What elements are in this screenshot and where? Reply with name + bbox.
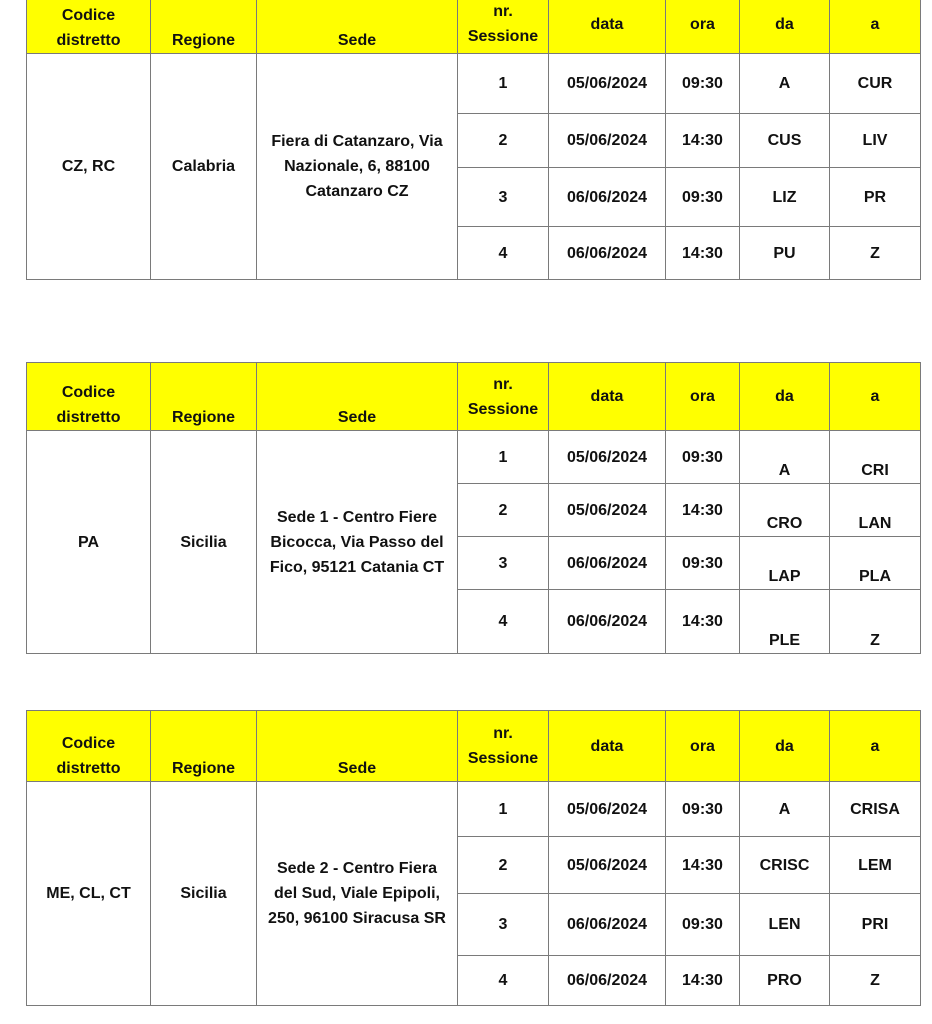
cell-ora: 09:30 bbox=[666, 168, 740, 227]
schedule-table-3 bbox=[26, 710, 921, 1006]
cell-sessione: 4 bbox=[458, 590, 549, 654]
cell-sessione: 1 bbox=[458, 54, 549, 114]
cell-a: CUR bbox=[830, 54, 921, 114]
header-ora: ora bbox=[666, 711, 740, 782]
schedule-table-1 bbox=[26, 0, 921, 280]
cell-sessione: 3 bbox=[458, 168, 549, 227]
table-row bbox=[27, 782, 921, 837]
table-row bbox=[27, 431, 921, 484]
header-codice: Codice distretto bbox=[27, 363, 151, 431]
header-data: data bbox=[549, 711, 666, 782]
header-da: da bbox=[740, 363, 830, 431]
cell-sede: Sede 2 - Centro Fiera del Sud, Viale Epipoli, 250, 96100 Siracusa SR bbox=[257, 782, 458, 1006]
table-row bbox=[27, 54, 921, 114]
cell-a: Z bbox=[830, 590, 921, 654]
cell-da: PU bbox=[740, 227, 830, 280]
cell-sessione: 1 bbox=[458, 431, 549, 484]
cell-sessione: 4 bbox=[458, 227, 549, 280]
cell-ora: 14:30 bbox=[666, 590, 740, 654]
cell-da: CRISC bbox=[740, 837, 830, 894]
cell-da: PRO bbox=[740, 956, 830, 1006]
cell-sede: Fiera di Catanzaro, Via Nazionale, 6, 88100 Catanzaro CZ bbox=[257, 54, 458, 280]
header-row bbox=[27, 0, 921, 54]
cell-sessione: 2 bbox=[458, 837, 549, 894]
header-sessione: nr. Sessione bbox=[458, 0, 549, 54]
cell-data: 05/06/2024 bbox=[549, 431, 666, 484]
header-codice: Codice distretto bbox=[27, 0, 151, 54]
cell-da: CUS bbox=[740, 114, 830, 168]
cell-data: 06/06/2024 bbox=[549, 227, 666, 280]
cell-da: LEN bbox=[740, 894, 830, 956]
cell-data: 05/06/2024 bbox=[549, 54, 666, 114]
cell-ora: 14:30 bbox=[666, 837, 740, 894]
cell-a: CRISA bbox=[830, 782, 921, 837]
cell-data: 06/06/2024 bbox=[549, 537, 666, 590]
header-a: a bbox=[830, 363, 921, 431]
cell-data: 06/06/2024 bbox=[549, 956, 666, 1006]
cell-a: LEM bbox=[830, 837, 921, 894]
cell-da: A bbox=[740, 431, 830, 484]
cell-da: A bbox=[740, 782, 830, 837]
cell-sessione: 2 bbox=[458, 114, 549, 168]
header-sessione: nr. Sessione bbox=[458, 711, 549, 782]
cell-data: 05/06/2024 bbox=[549, 782, 666, 837]
header-da: da bbox=[740, 711, 830, 782]
cell-sessione: 1 bbox=[458, 782, 549, 837]
cell-ora: 14:30 bbox=[666, 227, 740, 280]
cell-ora: 09:30 bbox=[666, 54, 740, 114]
header-a: a bbox=[830, 711, 921, 782]
cell-a: Z bbox=[830, 227, 921, 280]
cell-da: A bbox=[740, 54, 830, 114]
cell-ora: 14:30 bbox=[666, 956, 740, 1006]
cell-a: PR bbox=[830, 168, 921, 227]
schedule-table-2 bbox=[26, 362, 921, 654]
header-regione: Regione bbox=[151, 0, 257, 54]
header-da: da bbox=[740, 0, 830, 54]
header-data: data bbox=[549, 0, 666, 54]
cell-da: PLE bbox=[740, 590, 830, 654]
cell-sede: Sede 1 - Centro Fiere Bicocca, Via Passo del Fico, 95121 Catania CT bbox=[257, 431, 458, 654]
cell-codice: CZ, RC bbox=[27, 54, 151, 280]
cell-regione: Calabria bbox=[151, 54, 257, 280]
cell-da: LIZ bbox=[740, 168, 830, 227]
cell-ora: 09:30 bbox=[666, 894, 740, 956]
cell-sessione: 3 bbox=[458, 537, 549, 590]
cell-a: PRI bbox=[830, 894, 921, 956]
header-regione: Regione bbox=[151, 711, 257, 782]
cell-data: 06/06/2024 bbox=[549, 894, 666, 956]
cell-data: 05/06/2024 bbox=[549, 114, 666, 168]
cell-data: 06/06/2024 bbox=[549, 590, 666, 654]
header-row bbox=[27, 363, 921, 431]
cell-a: CRI bbox=[830, 431, 921, 484]
cell-da: LAP bbox=[740, 537, 830, 590]
header-ora: ora bbox=[666, 363, 740, 431]
cell-ora: 09:30 bbox=[666, 537, 740, 590]
cell-sessione: 4 bbox=[458, 956, 549, 1006]
header-sessione: nr. Sessione bbox=[458, 363, 549, 431]
cell-a: LAN bbox=[830, 484, 921, 537]
header-data: data bbox=[549, 363, 666, 431]
cell-regione: Sicilia bbox=[151, 782, 257, 1006]
header-sede: Sede bbox=[257, 363, 458, 431]
cell-ora: 14:30 bbox=[666, 484, 740, 537]
cell-data: 06/06/2024 bbox=[549, 168, 666, 227]
header-sede: Sede bbox=[257, 0, 458, 54]
cell-sessione: 3 bbox=[458, 894, 549, 956]
cell-a: LIV bbox=[830, 114, 921, 168]
cell-ora: 09:30 bbox=[666, 782, 740, 837]
cell-sessione: 2 bbox=[458, 484, 549, 537]
cell-data: 05/06/2024 bbox=[549, 837, 666, 894]
cell-data: 05/06/2024 bbox=[549, 484, 666, 537]
header-row bbox=[27, 711, 921, 782]
cell-regione: Sicilia bbox=[151, 431, 257, 654]
cell-a: PLA bbox=[830, 537, 921, 590]
header-regione: Regione bbox=[151, 363, 257, 431]
header-codice: Codice distretto bbox=[27, 711, 151, 782]
cell-codice: PA bbox=[27, 431, 151, 654]
cell-ora: 14:30 bbox=[666, 114, 740, 168]
cell-a: Z bbox=[830, 956, 921, 1006]
cell-da: CRO bbox=[740, 484, 830, 537]
header-sede: Sede bbox=[257, 711, 458, 782]
header-a: a bbox=[830, 0, 921, 54]
cell-ora: 09:30 bbox=[666, 431, 740, 484]
cell-codice: ME, CL, CT bbox=[27, 782, 151, 1006]
header-ora: ora bbox=[666, 0, 740, 54]
